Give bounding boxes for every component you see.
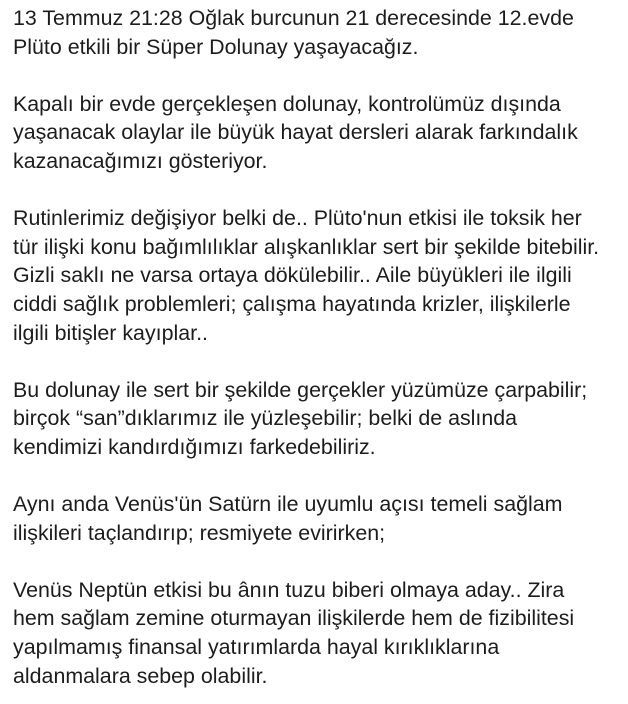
text-line: yaşanacak olaylar ile büyük hayat dersleri alarak farkındalık: [13, 120, 578, 145]
text-line: Bu dolunay ile sert bir şekilde gerçekler yüzümüze çarpabilir;: [13, 377, 588, 402]
text-line: hem sağlam zemine oturmayan ilişkilerde hem de fizibilitesi: [13, 606, 575, 631]
text-line: Plüto etkili bir Süper Dolunay yaşayacağız.: [13, 34, 419, 59]
text-line: aldanmalara sebep olabilir.: [13, 663, 268, 688]
text-line: Venüs Neptün etkisi bu ânın tuzu biberi olmaya aday.. Zira: [13, 577, 565, 602]
text-line: ilgili bitişler kayıplar..: [13, 320, 208, 345]
text-line: ilişkileri taçlandırıp; resmiyete evirirken;: [13, 520, 386, 545]
text-line: ciddi sağlık problemleri; çalışma hayatında krizler, ilişkilerle: [13, 291, 571, 316]
paragraph: [13, 490, 623, 547]
paragraph: [13, 90, 623, 176]
text-line: kazanacağımızı gösteriyor.: [13, 148, 268, 173]
paragraph: [13, 4, 623, 61]
text-line: Aynı anda Venüs'ün Satürn ile uyumlu açısı temeli sağlam: [13, 492, 563, 517]
paragraph: [13, 376, 623, 462]
paragraph: [13, 204, 623, 347]
text-line: Rutinlerimiz değişiyor belki de.. Plüto'nun etkisi ile toksik her: [13, 206, 582, 231]
text-line: Kapalı bir evde gerçekleşen dolunay, kontrolümüz dışında: [13, 91, 561, 116]
text-line: yapılmamış finansal yatırımlarda hayal kırıklıklarına: [13, 635, 500, 660]
text-line: Gizli saklı ne varsa ortaya dökülebilir.. Aile büyükleri ile ilgili: [13, 263, 572, 288]
note-body: [13, 4, 623, 690]
text-line: 13 Temmuz 21:28 Oğlak burcunun 21 derecesinde 12.evde: [13, 6, 574, 30]
text-line: kendimizi kandırdığımızı farkedebiliriz.: [13, 434, 376, 459]
paragraph: [13, 576, 623, 690]
text-line: tür ilişki konu bağımlılıklar alışkanlıklar sert bir şekilde bitebilir.: [13, 234, 600, 259]
text-line: birçok “san”dıklarımız ile yüzleşebilir; belki de aslında: [13, 406, 518, 431]
